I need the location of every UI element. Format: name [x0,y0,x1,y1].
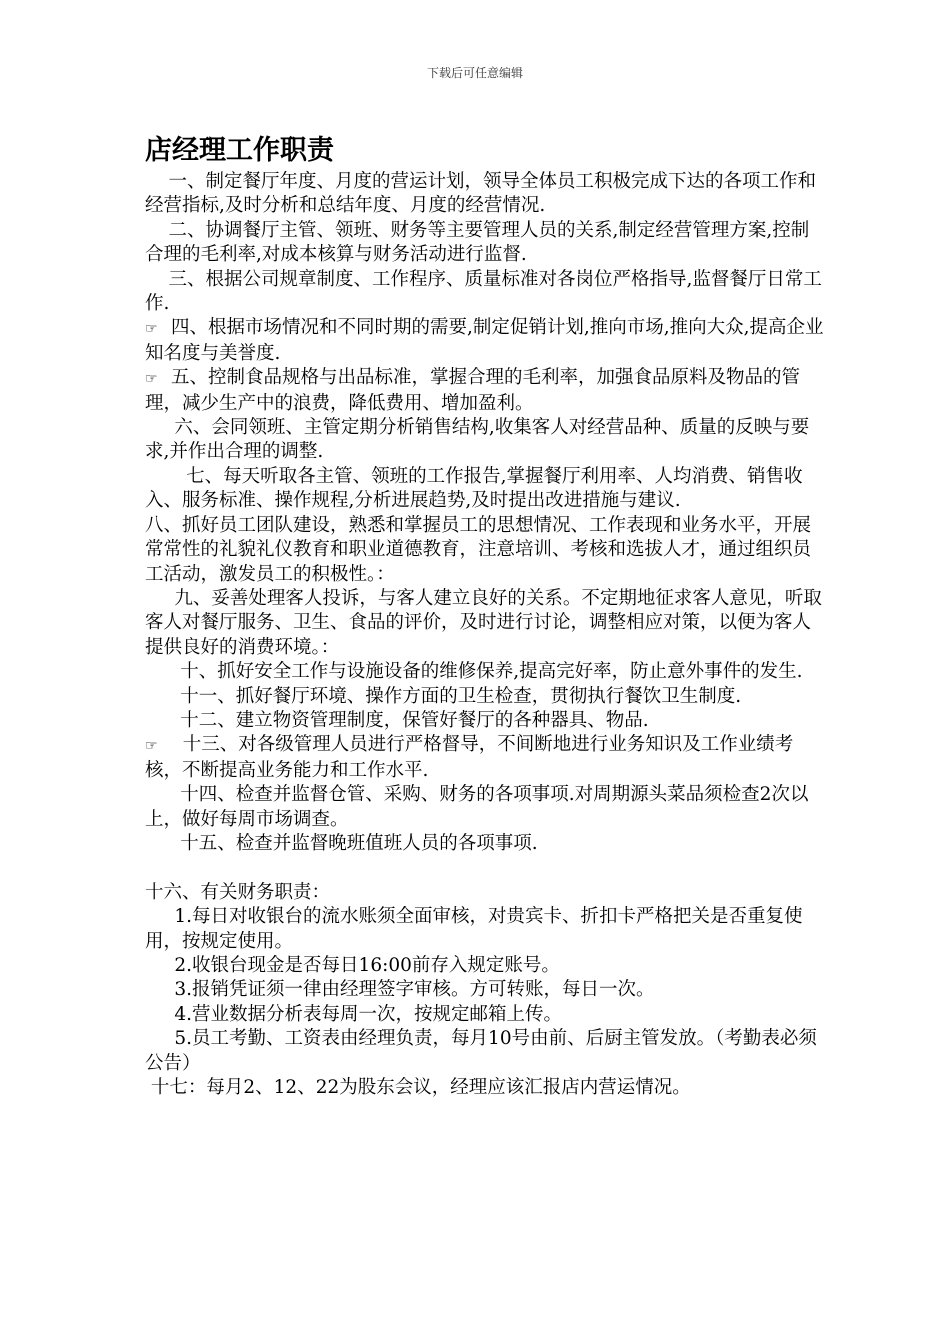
paragraph-text: 四、根据市场情况和不同时期的需要,制定促销计划,推向市场,推向大众,提高企业知名度与美誉度. [145,317,824,364]
paragraph-text: 2.收银台现金是否每日16:00前存入规定账号。 [174,954,560,976]
paragraph [145,881,825,905]
paragraph-indent [145,979,174,1000]
paragraph-indent [145,269,169,290]
blank-line [145,856,825,880]
paragraph-text: 九、妥善处理客人投诉，与客人建立良好的关系。不定期地征求客人意见，听取客人对餐厅服务、卫生、食品的评价，及时进行讨论，调整相应对策，以便为客人提供良好的消费环境。： [145,587,822,658]
paragraph-indent [145,661,180,682]
paragraph [145,685,825,709]
paragraph-text: 六、会同领班、主管定期分析销售结构,收集客人对经营品种、质量的反映与要求,并作出合理的调整. [145,417,810,463]
header-note: 下载后可任意编辑 [426,66,523,80]
paragraph-text: 七、每天听取各主管、领班的工作报告,掌握餐厅利用率、人均消费、销售收入、服务标准、操作规程,分析进展趋势,及时提出改进措施与建议. [145,465,803,512]
paragraph [145,783,825,832]
paragraph [145,660,825,684]
paragraph-text: 十七：每月2、12、22为股东会议，经理应该汇报店内营运情况。 [150,1077,691,1099]
paragraph-indent [145,833,180,854]
paragraph [145,1027,825,1076]
paragraph-indent [145,686,180,707]
paragraph-text: 十三、对各级管理人员进行严格督导，不间断地进行业务知识及工作业绩考核，不断提高业务能力和工作水平. [145,734,794,781]
paragraph-text: 十四、检查并监督仓管、采购、财务的各项事项.对周期源头菜品须检查2次以上，做好每周市场调查。 [145,784,809,830]
paragraph-text: 一、制定餐厅年度、月度的营运计划，领导全体员工积极完成下达的各项工作和经营指标,及时分析和总结年度、月度的经营情况. [145,171,817,217]
paragraph [145,587,825,660]
paragraph-indent [145,417,174,438]
paragraph-text: 八、抓好员工团队建设，熟悉和掌握员工的思想情况、工作表现和业务水平，开展常常性的礼貌礼仪教育和职业道德教育，注意培训、考核和选拔人才，通过组织员工活动，激发员工的积极性。： [145,514,812,585]
paragraph-indent [145,588,174,609]
paragraph [145,954,825,978]
paragraph [145,709,825,733]
paragraph-indent [145,171,169,192]
paragraph-indent [145,220,169,241]
hand-bullet-icon: ☞ [145,321,158,338]
paragraph-text: 五、控制食品规格与出品标准，掌握合理的毛利率，加强食品原料及物品的管理，减少生产中的浪费，降低费用、增加盈利。 [145,367,801,414]
paragraph [145,465,825,514]
paragraph [145,316,825,366]
paragraph-text: 十二、建立物资管理制度，保管好餐厅的各种器具、物品. [180,709,649,731]
hand-bullet-icon: ☞ [145,371,158,388]
paragraph [145,1076,825,1100]
paragraph [145,1003,825,1027]
paragraph-text: 十一、抓好餐厅环境、操作方面的卫生检查，贯彻执行餐饮卫生制度. [180,685,742,707]
document-title: 店经理工作职责 [145,135,334,166]
paragraph-indent [145,710,180,731]
paragraph-text: 二、协调餐厅主管、领班、财务等主要管理人员的关系,制定经营管理方案,控制合理的毛利率,对成本核算与财务活动进行监督. [145,219,810,266]
paragraph-text: 1.每日对收银台的流水账须全面审核，对贵宾卡、折扣卡严格把关是否重复使用，按规定使用。 [145,906,803,952]
paragraph-indent [145,1028,174,1049]
paragraph [145,416,825,465]
paragraph-text: 十六、有关财务职责： [145,881,331,903]
paragraph-text: 十、抓好安全工作与设施设备的维修保养,提高完好率，防止意外事件的发生. [180,661,803,683]
paragraph [145,514,825,587]
paragraph-text: 十五、检查并监督晚班值班人员的各项事项. [180,832,538,854]
paragraph-indent [145,784,180,805]
paragraph-indent [145,1004,174,1025]
paragraph-text: 3.报销凭证须一律由经理签字审核。方可转账，每日一次。 [174,979,655,1001]
paragraph [145,978,825,1002]
paragraph [145,170,825,219]
paragraph [145,832,825,856]
paragraph-indent [145,906,174,927]
paragraph-text: 三、根据公司规章制度、工作程序、质量标准对各岗位严格指导,监督餐厅日常工作. [145,268,822,315]
paragraph-indent [145,466,186,487]
paragraph [145,268,825,317]
paragraph [145,905,825,954]
paragraph [145,219,825,268]
document-body [145,170,825,1100]
hand-bullet-icon: ☞ [145,738,158,755]
paragraph [145,733,825,783]
paragraph [145,366,825,416]
paragraph-text: 4.营业数据分析表每周一次，按规定邮箱上传。 [174,1003,563,1025]
paragraph-indent [145,955,174,976]
paragraph-text: 5.员工考勤、工资表由经理负责，每月10号由前、后厨主管发放。（考勤表必须公告） [145,1028,817,1074]
